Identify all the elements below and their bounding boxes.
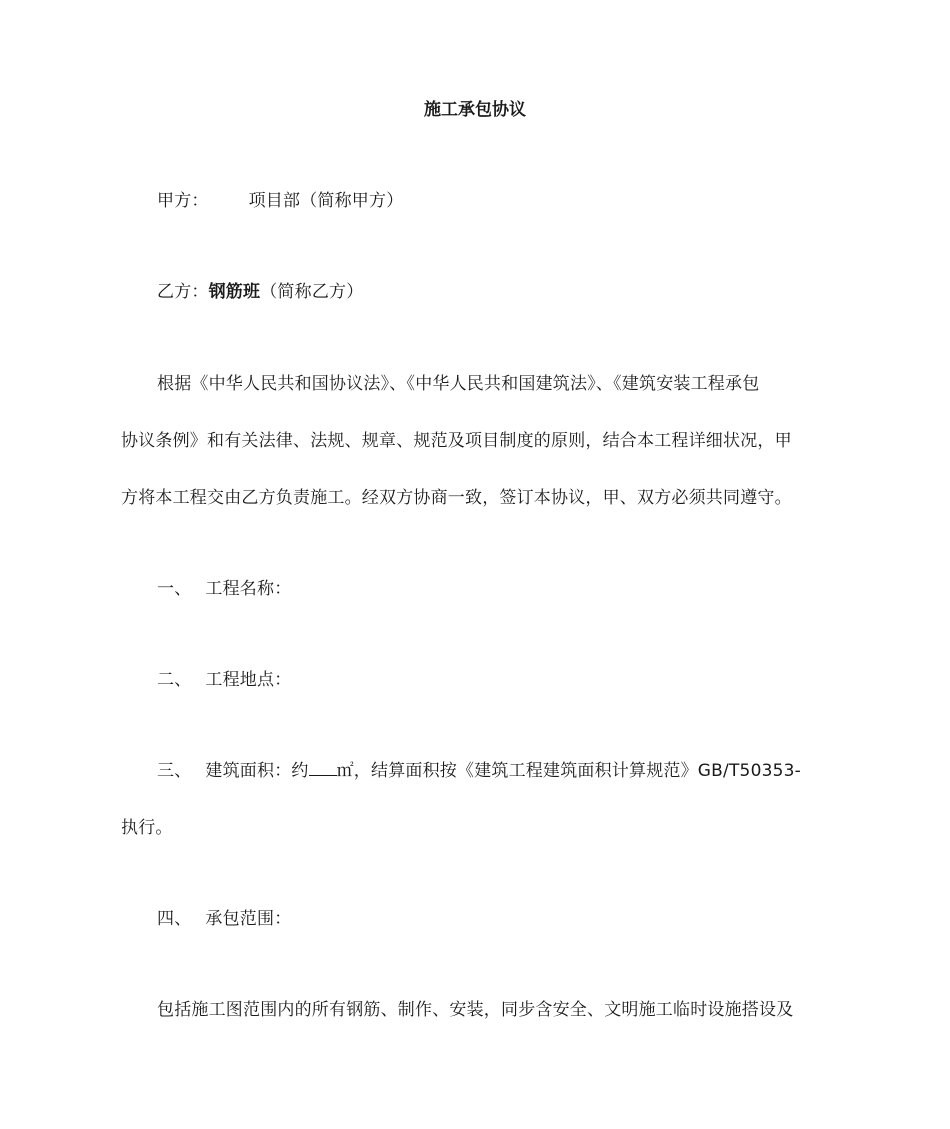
section-3-continuation: 执行。 <box>121 818 173 838</box>
party-b-label: 乙方： <box>157 282 209 302</box>
section-3-text-b: ㎡，结算面积按《建筑工程建筑面积计算规范》GB/T50353- <box>336 761 801 781</box>
intro-paragraph-line-3: 方将本工程交由乙方负责施工。经双方协商一致，签订本协议，甲、双方必须共同遵守。 <box>121 488 792 508</box>
party-a-value: 项目部（简称甲方） <box>248 191 404 211</box>
intro-paragraph-line-1: 根据《中华人民共和国协议法》、《中华人民共和国建筑法》、《建筑安装工程承包 <box>157 374 760 394</box>
section-2-title: 工程地点： <box>205 670 292 690</box>
section-3-text-a: 建筑面积：约 <box>205 761 309 781</box>
section-3-number: 三、 <box>157 761 192 781</box>
area-blank-underline <box>309 761 337 776</box>
section-4-heading <box>157 908 867 930</box>
section-3-heading <box>157 760 867 782</box>
party-b-suffix: （简称乙方） <box>260 282 364 302</box>
section-1-number: 一、 <box>157 579 192 599</box>
party-b-line <box>157 281 867 303</box>
section-4-number: 四、 <box>157 909 192 929</box>
section-2-number: 二、 <box>157 670 192 690</box>
scope-paragraph-line-1: 包括施工图范围内的所有钢筋、制作、安装，同步含安全、文明施工临时设施搭设及 <box>157 1000 794 1020</box>
party-a-label: 甲方： <box>157 191 209 211</box>
party-b-name: 钢筋班 <box>208 282 261 302</box>
document-title: 施工承包协议 <box>424 100 526 120</box>
party-a-line <box>157 190 867 212</box>
section-1-title: 工程名称： <box>205 579 292 599</box>
section-4-title: 承包范围： <box>205 909 292 929</box>
section-2-heading <box>157 669 867 691</box>
intro-paragraph-line-2: 协议条例》和有关法律、法规、规章、规范及项目制度的原则，结合本工程详细状况，甲 <box>121 431 792 451</box>
section-1-heading <box>157 578 867 600</box>
